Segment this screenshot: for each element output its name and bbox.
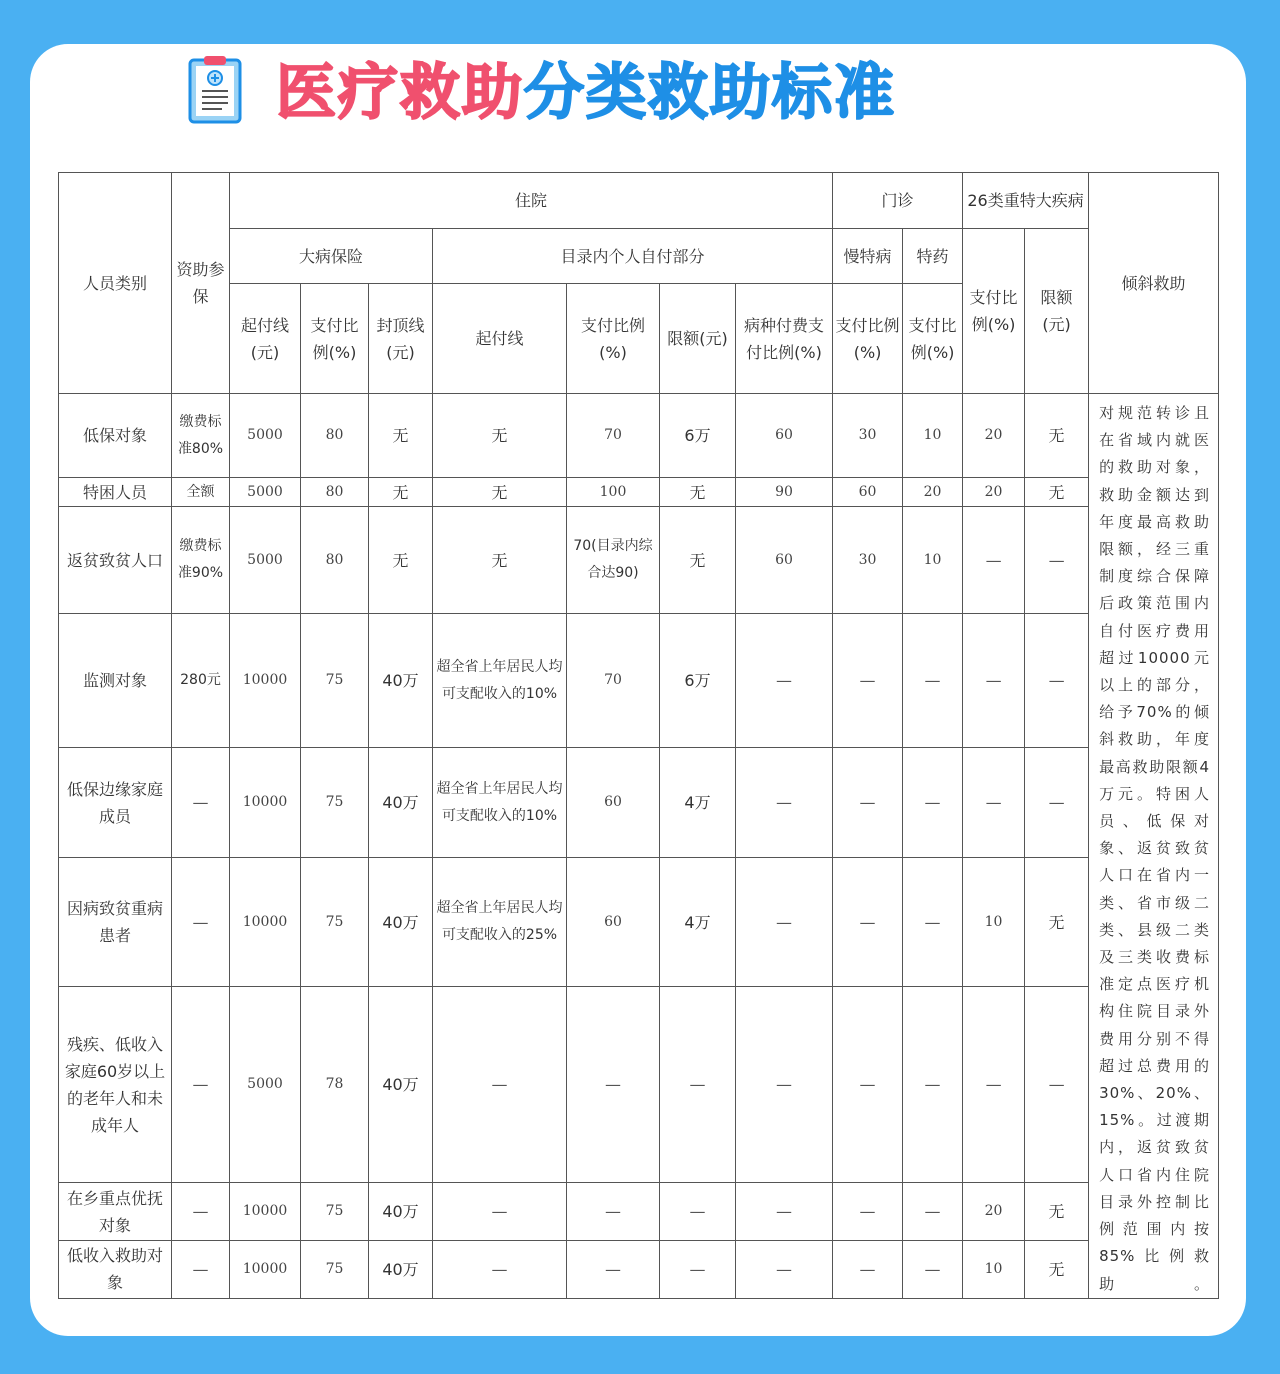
- cell-major-limit: —: [1025, 987, 1089, 1183]
- cell-category: 监测对象: [59, 614, 172, 748]
- cell-ratio: 75: [301, 614, 369, 748]
- cell-sp-limit: 6万: [660, 394, 736, 478]
- cell-major-ratio: —: [963, 987, 1025, 1183]
- header-cap-yuan: 封顶线(元): [369, 284, 433, 394]
- table-row: [59, 507, 1219, 614]
- cell-aid: —: [172, 748, 230, 857]
- cell-ratio: 80: [301, 478, 369, 507]
- page-title: [276, 58, 896, 128]
- cell-disease-ratio: —: [736, 987, 833, 1183]
- cell-major-limit: —: [1025, 614, 1089, 748]
- cell-aid: 缴费标准90%: [172, 507, 230, 614]
- cell-chronic: —: [833, 748, 903, 857]
- cell-sp-limit: 4万: [660, 857, 736, 987]
- cell-cap: 40万: [369, 748, 433, 857]
- cell-sp-deductible: —: [433, 987, 567, 1183]
- cell-disease-ratio: 60: [736, 394, 833, 478]
- cell-deductible: 10000: [230, 614, 301, 748]
- cell-cap: 无: [369, 478, 433, 507]
- table-row: [59, 748, 1219, 857]
- cell-sp-limit: —: [660, 987, 736, 1183]
- cell-sp-ratio: —: [567, 1240, 660, 1298]
- cell-sp-limit: 6万: [660, 614, 736, 748]
- cell-drug: —: [903, 1240, 963, 1298]
- cell-ratio: 75: [301, 748, 369, 857]
- header-drug-ratio: 支付比例(%): [903, 284, 963, 394]
- cell-aid: 280元: [172, 614, 230, 748]
- header-selfpay-deductible: 起付线: [433, 284, 567, 394]
- cell-major-ratio: —: [963, 507, 1025, 614]
- title-part-red: 医疗救助: [276, 58, 524, 128]
- cell-aid: —: [172, 987, 230, 1183]
- cell-ratio: 75: [301, 1240, 369, 1298]
- header-category: 人员类别: [59, 173, 172, 394]
- cell-sp-ratio: —: [567, 1183, 660, 1241]
- cell-sp-ratio: 70: [567, 394, 660, 478]
- header-in-catalog-selfpay: 目录内个人自付部分: [433, 229, 833, 284]
- cell-drug: 10: [903, 394, 963, 478]
- table-row: [59, 1183, 1219, 1241]
- cell-drug: —: [903, 1183, 963, 1241]
- cell-sp-deductible: 超全省上年居民人均可支配收入的10%: [433, 614, 567, 748]
- aid-standards-table: [58, 172, 1219, 1299]
- cell-cap: 无: [369, 394, 433, 478]
- cell-chronic: 30: [833, 507, 903, 614]
- header-outpatient: 门诊: [833, 173, 963, 229]
- cell-category: 在乡重点优抚对象: [59, 1183, 172, 1241]
- cell-ratio: 80: [301, 507, 369, 614]
- cell-major-limit: —: [1025, 507, 1089, 614]
- cell-sp-deductible: 无: [433, 394, 567, 478]
- cell-category: 特困人员: [59, 478, 172, 507]
- cell-category: 残疾、低收入家庭60岁以上的老年人和未成年人: [59, 987, 172, 1183]
- cell-disease-ratio: —: [736, 1183, 833, 1241]
- cell-cap: 40万: [369, 857, 433, 987]
- cell-major-ratio: 10: [963, 1240, 1025, 1298]
- cell-deductible: 5000: [230, 394, 301, 478]
- cell-category: 低保对象: [59, 394, 172, 478]
- table-row: [59, 1240, 1219, 1298]
- cell-category: 低保边缘家庭成员: [59, 748, 172, 857]
- cell-drug: 20: [903, 478, 963, 507]
- cell-major-limit: —: [1025, 748, 1089, 857]
- cell-major-ratio: 20: [963, 478, 1025, 507]
- cell-aid: —: [172, 857, 230, 987]
- cell-sp-deductible: 超全省上年居民人均可支配收入的10%: [433, 748, 567, 857]
- header-major-disease: 26类重特大疾病: [963, 173, 1089, 229]
- cell-sp-limit: 无: [660, 478, 736, 507]
- cell-sp-ratio: 70(目录内综合达90): [567, 507, 660, 614]
- cell-chronic: —: [833, 1240, 903, 1298]
- header-major-ratio: 支付比例(%): [963, 229, 1025, 394]
- header-selfpay-limit: 限额(元): [660, 284, 736, 394]
- cell-sp-ratio: 60: [567, 857, 660, 987]
- cell-cap: 40万: [369, 1183, 433, 1241]
- cell-disease-ratio: 60: [736, 507, 833, 614]
- tilt-aid-note: 对规范转诊且在省域内就医的救助对象，救助金额达到年度最高救助限额，经三重制度综合保障后政策范围内自付医疗费用超过10000元以上的部分，给予70%的倾斜救助，年度最高救助限额4万元。特困人员、低保对象、返贫致贫人口在省内一类、省市级二类、县级二类及三类收费标准定点医疗机构住院目录外费用分别不得超过总费用的30%、20%、15%。过渡期内，返贫致贫人口省内住院目录外控制比例范围内按85%比例救助。: [1089, 394, 1219, 1299]
- table-row: [59, 857, 1219, 987]
- cell-sp-deductible: —: [433, 1240, 567, 1298]
- cell-aid: 全额: [172, 478, 230, 507]
- cell-ratio: 80: [301, 394, 369, 478]
- cell-deductible: 10000: [230, 857, 301, 987]
- table-row: [59, 614, 1219, 748]
- cell-major-ratio: 20: [963, 1183, 1025, 1241]
- cell-deductible: 10000: [230, 1183, 301, 1241]
- clipboard-icon: [188, 54, 242, 124]
- cell-chronic: 60: [833, 478, 903, 507]
- cell-aid: —: [172, 1240, 230, 1298]
- title-part-blue: 分类救助标准: [524, 58, 896, 128]
- cell-drug: —: [903, 748, 963, 857]
- cell-deductible: 10000: [230, 748, 301, 857]
- cell-sp-deductible: 无: [433, 507, 567, 614]
- header-insurance-aid: 资助参保: [172, 173, 230, 394]
- cell-deductible: 5000: [230, 478, 301, 507]
- cell-cap: 40万: [369, 1240, 433, 1298]
- cell-major-limit: 无: [1025, 1183, 1089, 1241]
- cell-category: 低收入救助对象: [59, 1240, 172, 1298]
- cell-sp-ratio: 70: [567, 614, 660, 748]
- cell-major-limit: 无: [1025, 394, 1089, 478]
- cell-major-ratio: —: [963, 614, 1025, 748]
- cell-deductible: 5000: [230, 507, 301, 614]
- cell-cap: 40万: [369, 987, 433, 1183]
- cell-ratio: 75: [301, 857, 369, 987]
- cell-disease-ratio: —: [736, 614, 833, 748]
- header-chronic-ratio: 支付比例(%): [833, 284, 903, 394]
- cell-sp-ratio: 100: [567, 478, 660, 507]
- header-chronic: 慢特病: [833, 229, 903, 284]
- cell-category: 返贫致贫人口: [59, 507, 172, 614]
- header-inpatient: 住院: [230, 173, 833, 229]
- cell-major-ratio: 10: [963, 857, 1025, 987]
- cell-sp-limit: —: [660, 1240, 736, 1298]
- cell-sp-ratio: 60: [567, 748, 660, 857]
- cell-drug: 10: [903, 507, 963, 614]
- cell-deductible: 5000: [230, 987, 301, 1183]
- cell-major-limit: 无: [1025, 857, 1089, 987]
- cell-chronic: —: [833, 614, 903, 748]
- cell-disease-ratio: —: [736, 857, 833, 987]
- cell-disease-ratio: 90: [736, 478, 833, 507]
- cell-sp-deductible: 无: [433, 478, 567, 507]
- header-special-drug: 特药: [903, 229, 963, 284]
- header-serious-illness-insurance: 大病保险: [230, 229, 433, 284]
- header-major-limit: 限额(元): [1025, 229, 1089, 394]
- cell-disease-ratio: —: [736, 1240, 833, 1298]
- cell-sp-ratio: —: [567, 987, 660, 1183]
- cell-aid: 缴费标准80%: [172, 394, 230, 478]
- cell-category: 因病致贫重病患者: [59, 857, 172, 987]
- header-tilt-aid: 倾斜救助: [1089, 173, 1219, 394]
- cell-chronic: —: [833, 857, 903, 987]
- cell-major-limit: 无: [1025, 1240, 1089, 1298]
- table-row: [59, 987, 1219, 1183]
- cell-drug: —: [903, 857, 963, 987]
- cell-chronic: —: [833, 987, 903, 1183]
- cell-major-limit: 无: [1025, 478, 1089, 507]
- cell-drug: —: [903, 987, 963, 1183]
- header-disease-ratio: 病种付费支付比例(%): [736, 284, 833, 394]
- page-header: [0, 48, 1280, 138]
- cell-disease-ratio: —: [736, 748, 833, 857]
- cell-sp-limit: —: [660, 1183, 736, 1241]
- cell-drug: —: [903, 614, 963, 748]
- cell-major-ratio: —: [963, 748, 1025, 857]
- cell-aid: —: [172, 1183, 230, 1241]
- cell-ratio: 78: [301, 987, 369, 1183]
- cell-chronic: 30: [833, 394, 903, 478]
- table-row: [59, 478, 1219, 507]
- cell-ratio: 75: [301, 1183, 369, 1241]
- header-deductible-yuan: 起付线(元): [230, 284, 301, 394]
- cell-sp-limit: 4万: [660, 748, 736, 857]
- cell-sp-deductible: —: [433, 1183, 567, 1241]
- cell-major-ratio: 20: [963, 394, 1025, 478]
- cell-sp-deductible: 超全省上年居民人均可支配收入的25%: [433, 857, 567, 987]
- cell-sp-limit: 无: [660, 507, 736, 614]
- header-selfpay-ratio: 支付比例(%): [567, 284, 660, 394]
- cell-cap: 无: [369, 507, 433, 614]
- cell-cap: 40万: [369, 614, 433, 748]
- table-row: [59, 394, 1219, 478]
- cell-chronic: —: [833, 1183, 903, 1241]
- cell-deductible: 10000: [230, 1240, 301, 1298]
- header-ratio-pct: 支付比例(%): [301, 284, 369, 394]
